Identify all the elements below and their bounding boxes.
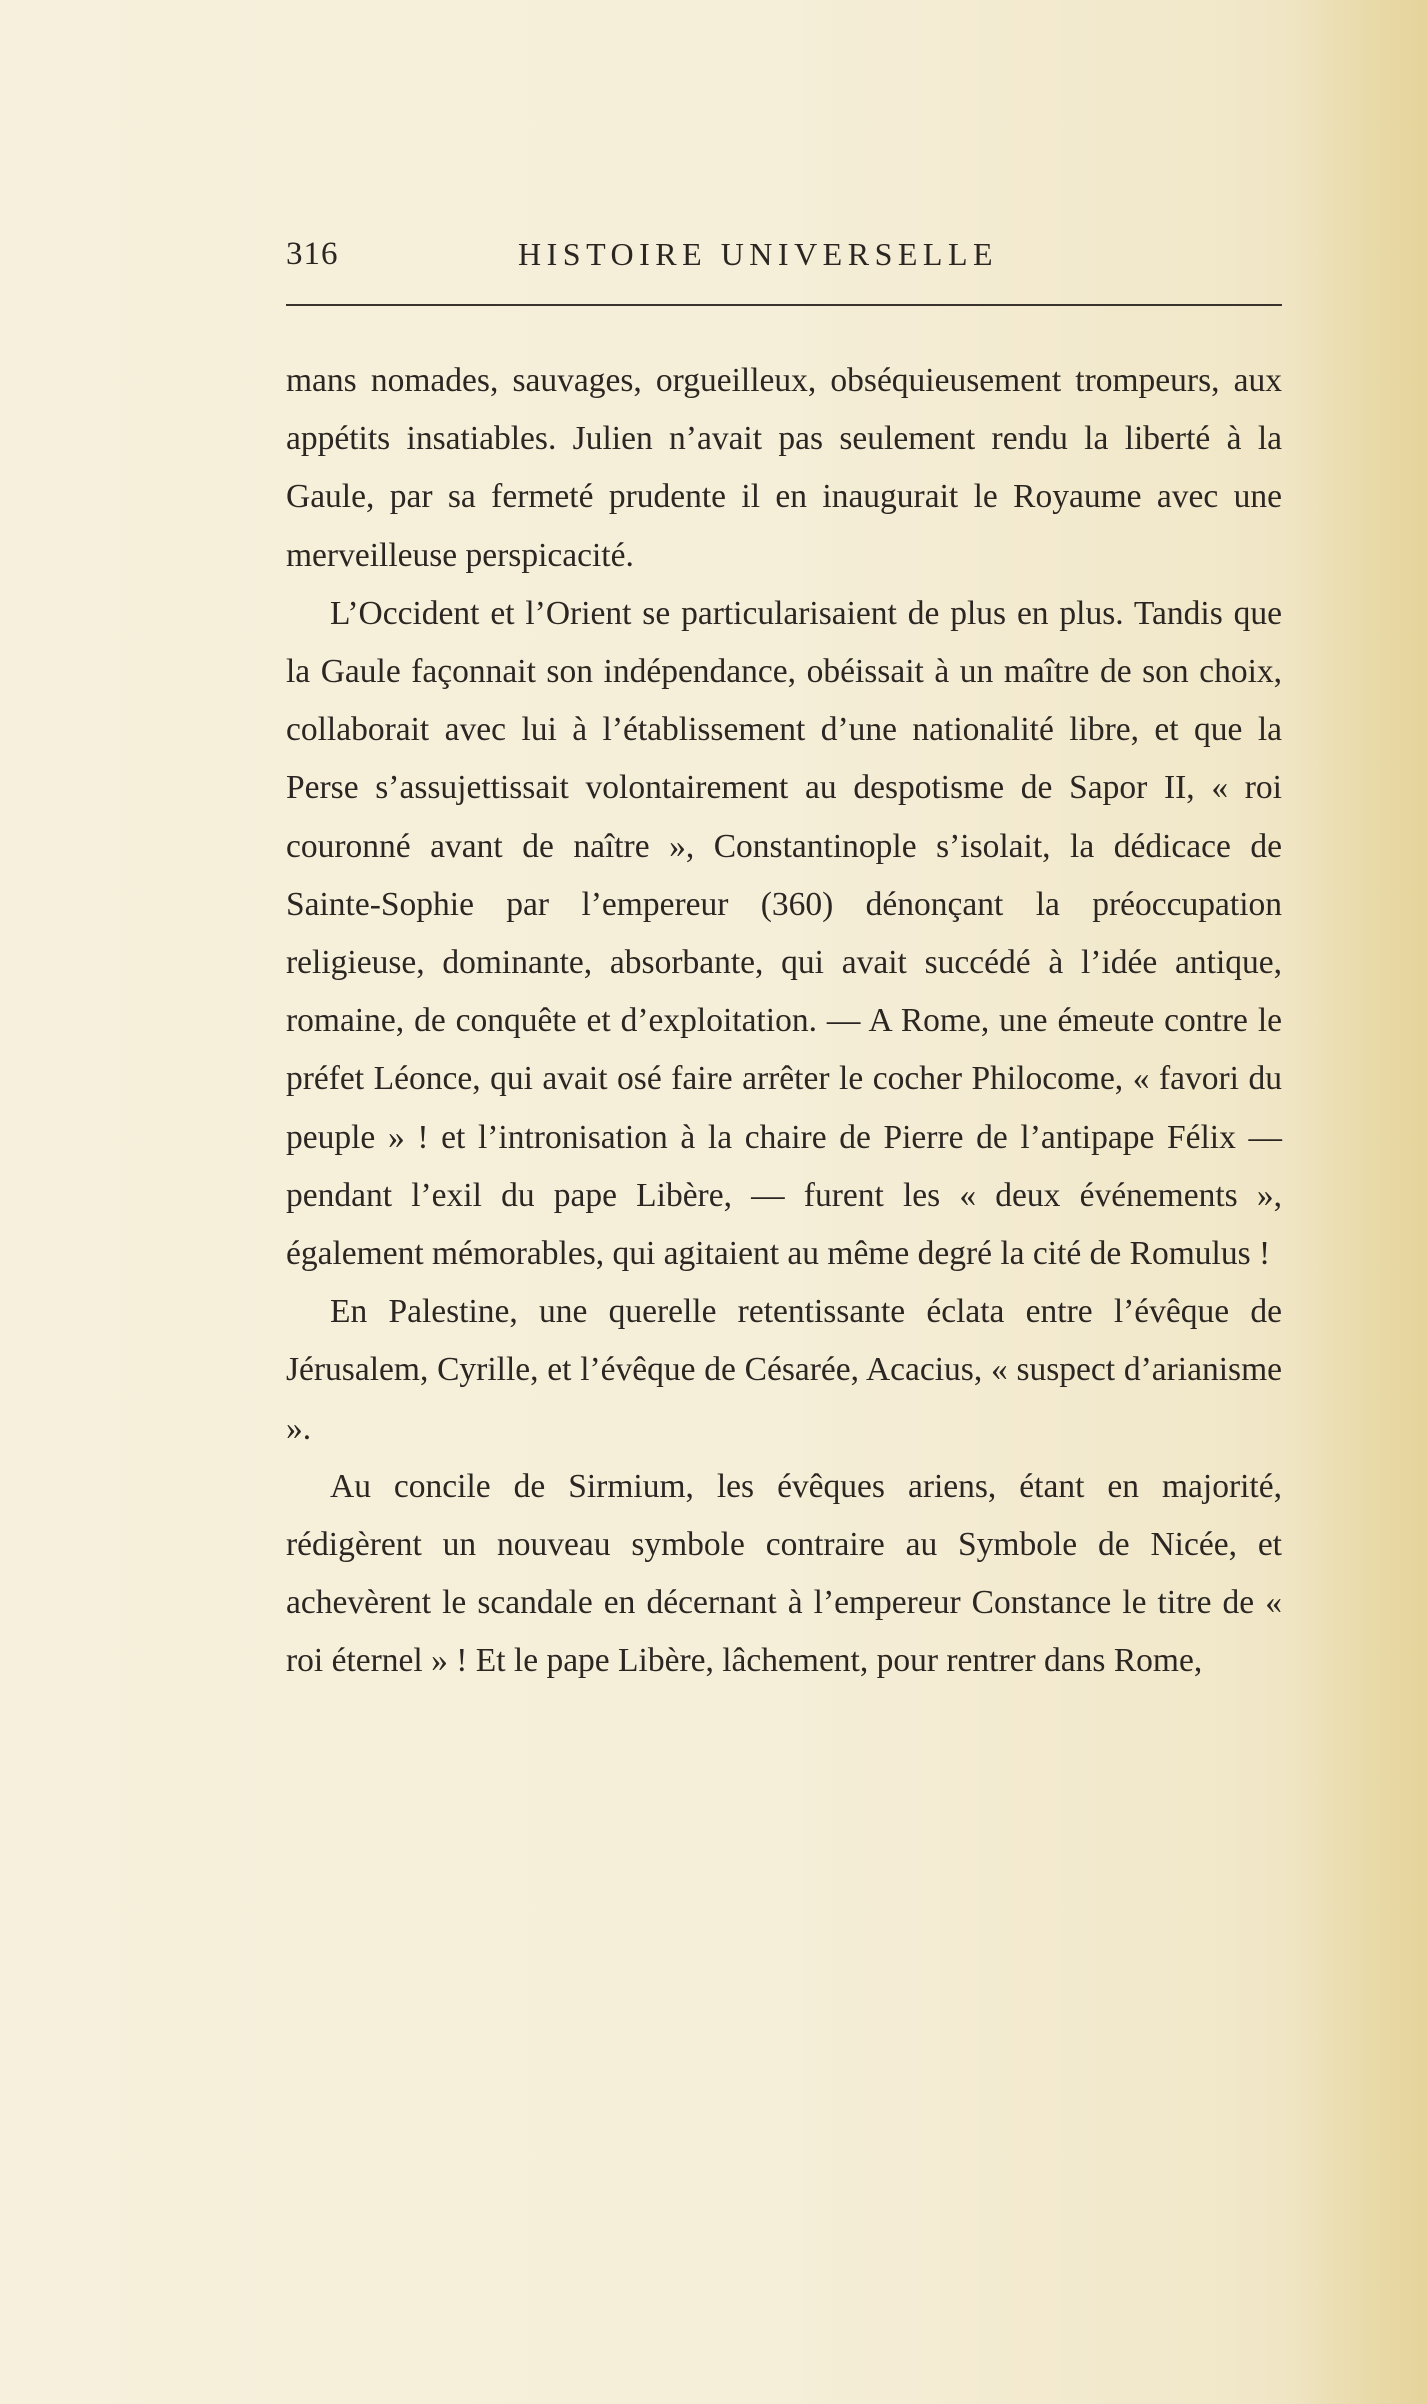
page-number: 316 <box>286 236 339 272</box>
paragraph-3: En Palestine, une querelle retentissante éclata entre l’évêque de Jérusalem, Cyrille, et l’évêque de Césarée, Acacius, « suspect d’arianisme ». <box>286 1293 1282 1447</box>
running-title: HISTOIRE UNIVERSELLE <box>518 236 999 272</box>
body-text <box>286 352 1282 1691</box>
header-rule <box>286 304 1282 306</box>
paragraph-2: L’Occident et l’Orient se particularisaient de plus en plus. Tandis que la Gaule façonnait son indépendance, obéissait à un maître de son choix, collaborait avec lui à l’établissement d’une nationalité libre, et que la Perse s’assujettissait volontairement au despotisme de Sapor II, « roi couronné avant de naître », Constantinople s’isolait, la dédicace de Sainte-Sophie par l’empereur (360) dénonçant la préoccupation religieuse, dominante, absorbante, qui avait succédé à l’idée antique, romaine, de conquête et d’exploitation. — A Rome, une émeute contre le préfet Léonce, qui avait osé faire arrêter le cocher Philocome, « favori du peuple » ! et l’intronisation à la chaire de Pierre de l’antipape Félix — pendant l’exil du pape Libère, — furent les « deux événements », également mémorables, qui agitaient au même degré la cité de Romulus ! <box>286 594 1282 1273</box>
paragraph-4: Au concile de Sirmium, les évêques ariens, étant en majorité, rédigèrent un nouveau symbole contraire au Symbole de Nicée, et achevèrent le scandale en décernant à l’empereur Constance le titre de « roi éternel » ! Et le pape Libère, lâchement, pour rentrer dans Rome, <box>286 1467 1282 1680</box>
paragraph-1: mans nomades, sauvages, orgueilleux, obséquieusement trompeurs, aux appétits insatiables. Julien n’avait pas seulement rendu la liberté à la Gaule, par sa fermeté prudente il en inaugurait le Royaume avec une merveilleuse perspicacité. <box>286 362 1282 574</box>
page-header <box>286 224 1282 284</box>
